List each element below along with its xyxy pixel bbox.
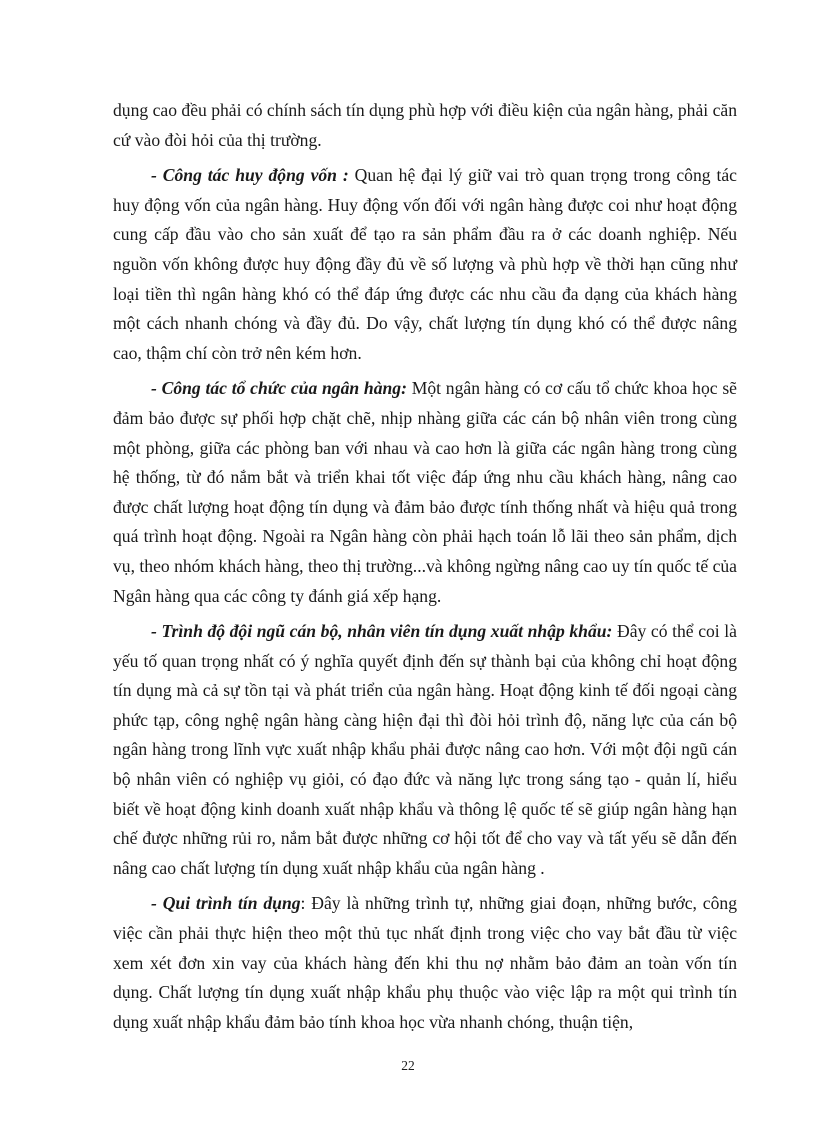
paragraph-staff-qualification [113,617,737,883]
paragraph-capital-mobilization [113,161,737,368]
paragraph-credit-process [113,889,737,1037]
page-number: 22 [401,1058,415,1073]
paragraph-bank-organization [113,374,737,611]
heading-capital-mobilization: - Công tác huy động vốn : [151,165,349,186]
heading-credit-process: - Qui trình tín dụng [151,893,301,914]
body-text [113,96,737,1037]
body-staff-qualification: Đây có thể coi là yếu tố quan trọng nhất có ý nghĩa quyết định đến sự thành bại của không chỉ hoạt động tín dụng mà cả sự tồn tại và phát triển của ngân hàng. Hoạt động kinh tế đối ngoại càng phức tạp, công nghệ ngân hàng càng hiện đại thì đòi hỏi trình độ, năng lực của cán bộ ngân hàng trong lĩnh vực xuất nhập khẩu phải được nâng cao hơn. Với một đội ngũ cán bộ nhân viên có nghiệp vụ giỏi, có đạo đức và năng lực trong sáng tạo - quản lí, hiểu biết về hoạt động kinh doanh xuất nhập khẩu và thông lệ quốc tế sẽ giúp ngân hàng hạn chế được những rủi ro, nắm bắt được những cơ hội tốt để cho vay và tất yếu sẽ dẫn đến nâng cao chất lượng tín dụng xuất nhập khẩu của ngân hàng . [113,621,737,878]
body-credit-process: : Đây là những trình tự, những giai đoạn, những bước, công việc cần phải thực hiện theo một thủ tục nhất định trong việc cho vay bắt đầu từ việc xem xét đơn xin vay của khách hàng đến khi thu nợ nhằm bảo đảm an toàn vốn tín dụng. Chất lượng tín dụng xuất nhập khẩu phụ thuộc vào việc lập ra một qui trình tín dụng xuất nhập khẩu đảm bảo tính khoa học vừa nhanh chóng, thuận tiện, [113,893,737,1032]
heading-staff-qualification: - Trình độ đội ngũ cán bộ, nhân viên tín dụng xuất nhập khẩu: [151,621,613,642]
continuation-paragraph: dụng cao đều phải có chính sách tín dụng phù hợp với điều kiện của ngân hàng, phải căn cứ vào đòi hỏi của thị trường. [113,100,737,150]
body-bank-organization: Một ngân hàng có cơ cấu tổ chức khoa học sẽ đảm bảo được sự phối hợp chặt chẽ, nhịp nhàng giữa các cán bộ nhân viên trong cùng một phòng, giữa các phòng ban với nhau và cao hơn là giữa các ngân hàng trong cùng hệ thống, từ đó nắm bắt và triển khai tốt việc đáp ứng nhu cầu khách hàng, nâng cao được chất lượng hoạt động tín dụng và đảm bảo được tính thống nhất và hiệu quả trong quá trình hoạt động. Ngoài ra Ngân hàng còn phải hạch toán lỗ lãi theo sản phẩm, dịch vụ, theo nhóm khách hàng, theo thị trường...và không ngừng nâng cao uy tín quốc tế của Ngân hàng qua các công ty đánh giá xếp hạng. [113,378,737,606]
body-capital-mobilization: Quan hệ đại lý giữ vai trò quan trọng trong công tác huy động vốn của ngân hàng. Huy động vốn đối với ngân hàng được coi như hoạt động cung cấp đầu vào cho sản xuất để tạo ra sản phẩm đầu ra ở các doanh nghiệp. Nếu nguồn vốn không được huy động đầy đủ về số lượng và phù hợp về thời hạn cũng như loại tiền thì ngân hàng khó có thể đáp ứng được các nhu cầu đa dạng của khách hàng một cách nhanh chóng và đầy đủ. Do vậy, chất lượng tín dụng khó có thể được nâng cao, thậm chí còn trở nên kém hơn. [113,165,737,363]
heading-bank-organization: - Công tác tổ chức của ngân hàng: [151,378,407,399]
